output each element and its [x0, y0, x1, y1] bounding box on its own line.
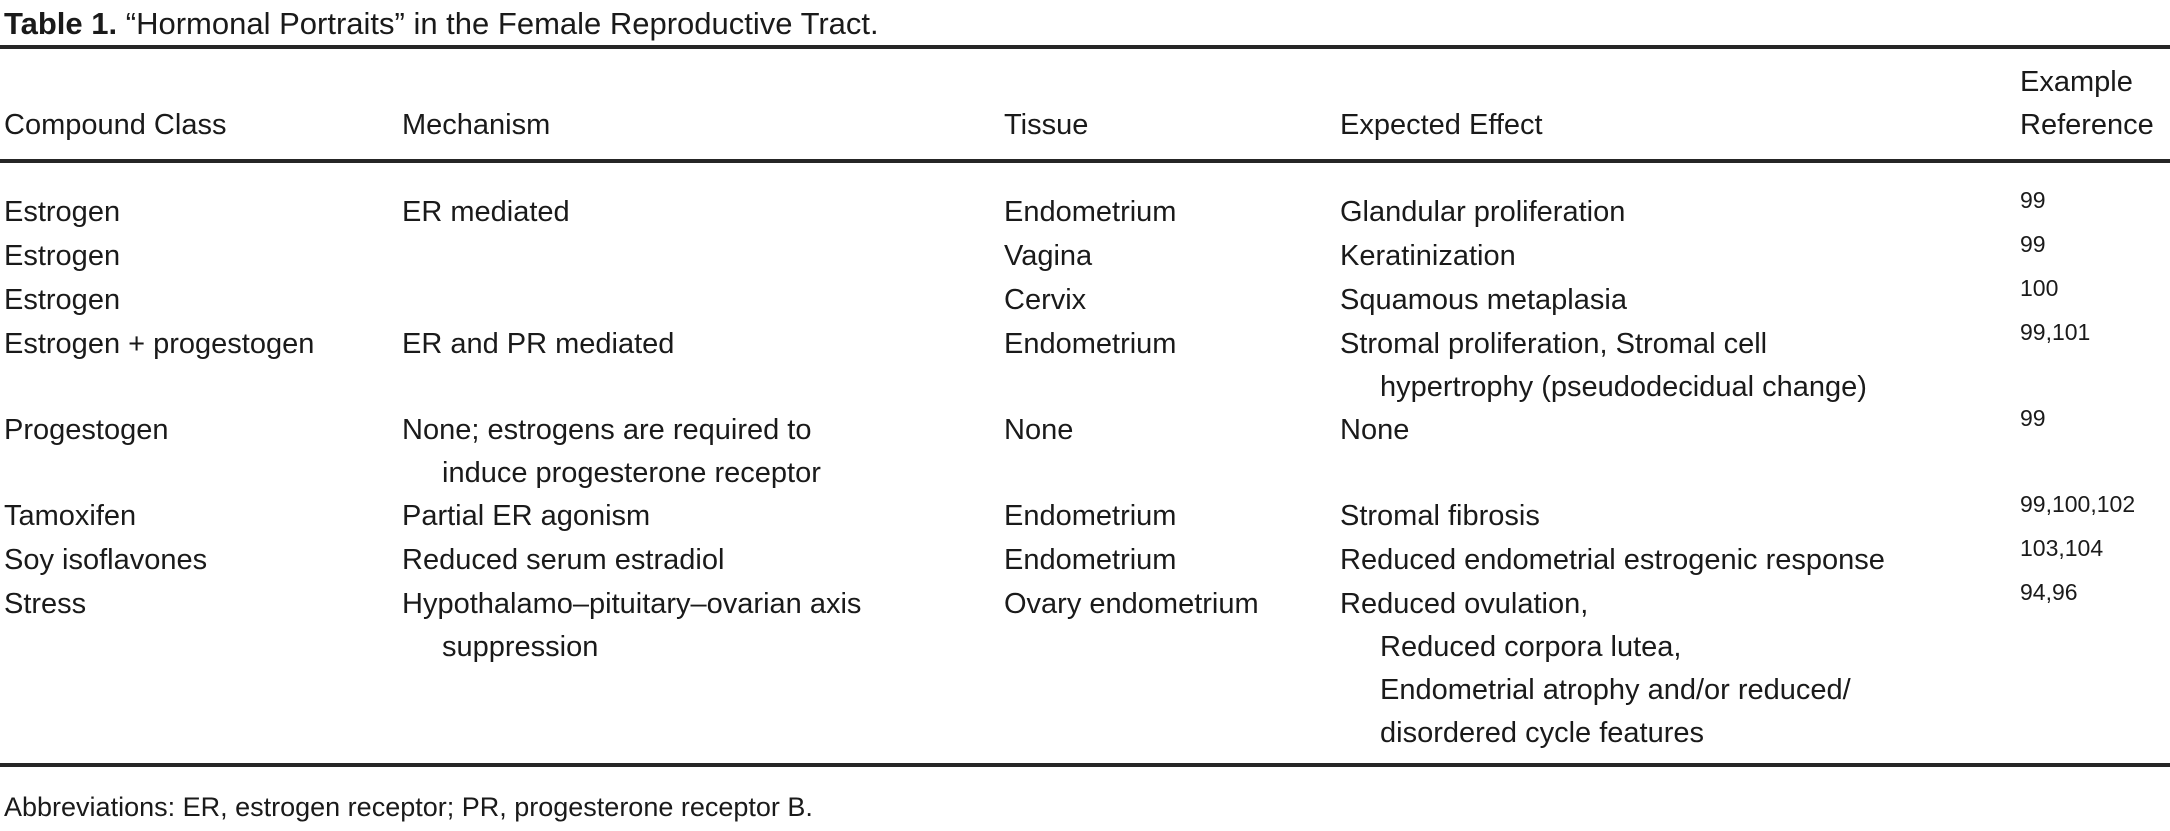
cell-line: None	[1340, 414, 1410, 446]
cell-line: Reduced ovulation,	[1340, 588, 1589, 620]
reference-value: 94,96	[2020, 579, 2078, 605]
table-number-label: Table 1.	[4, 6, 118, 41]
cell-line: Partial ER agonism	[402, 500, 651, 532]
cell-mechanism	[402, 191, 1004, 234]
reference-value: 99,101	[2020, 319, 2091, 345]
table-row	[0, 187, 2170, 235]
cell-mechanism	[402, 409, 1004, 495]
table-title-text: “Hormonal Portraits” in the Female Reproductive Tract.	[125, 6, 879, 41]
header-tissue: Tissue	[1004, 109, 1089, 141]
reference-value: 99,100,102	[2020, 491, 2136, 517]
cell-compound-class: Estrogen	[4, 196, 121, 228]
cell-expected-effect	[1340, 495, 2020, 538]
cell-compound-class: Progestogen	[4, 414, 169, 446]
cell-expected-effect	[1340, 235, 2020, 278]
cell-tissue: Ovary endometrium	[1004, 588, 1259, 620]
table-bottom-rule	[0, 763, 2170, 767]
reference-value: 100	[2020, 275, 2059, 301]
cell-line: Keratinization	[1340, 240, 1516, 272]
cell-tissue: Vagina	[1004, 240, 1093, 272]
cell-line: ER and PR mediated	[402, 328, 675, 360]
header-reference-line2: Reference	[2020, 109, 2154, 141]
cell-mechanism	[402, 539, 1004, 582]
cell-expected-effect	[1340, 191, 2020, 234]
cell-line: Squamous metaplasia	[1340, 284, 1627, 316]
cell-line: Reduced endometrial estrogenic response	[1340, 544, 1885, 576]
cell-line: None; estrogens are required to	[402, 414, 812, 446]
table-title	[0, 0, 2170, 49]
cell-tissue: None	[1004, 414, 1074, 446]
table-row	[0, 275, 2170, 323]
header-reference-line1: Example	[2020, 66, 2133, 98]
table-row	[0, 231, 2170, 279]
cell-compound-class: Stress	[4, 588, 87, 620]
cell-expected-effect	[1340, 539, 2020, 582]
cell-line: disordered cycle features	[1380, 717, 1704, 749]
table-row	[0, 535, 2170, 583]
cell-line: Reduced corpora lutea,	[1380, 631, 1682, 663]
table-row	[0, 579, 2170, 755]
cell-line: Reduced serum estradiol	[402, 544, 725, 576]
cell-line: Hypothalamo–pituitary–ovarian axis	[402, 588, 862, 620]
cell-tissue: Endometrium	[1004, 328, 1177, 360]
header-compound-class: Compound Class	[4, 109, 227, 141]
table-row	[0, 319, 2170, 409]
cell-tissue: Endometrium	[1004, 500, 1177, 532]
table-header-row	[0, 49, 2170, 163]
cell-expected-effect	[1340, 583, 2020, 755]
cell-line: suppression	[442, 631, 599, 663]
header-expected-effect: Expected Effect	[1340, 109, 1543, 141]
cell-line: Stromal fibrosis	[1340, 500, 1540, 532]
cell-expected-effect	[1340, 409, 2020, 452]
cell-mechanism	[402, 323, 1004, 366]
table-row	[0, 405, 2170, 495]
cell-compound-class: Estrogen	[4, 284, 121, 316]
cell-compound-class: Estrogen + progestogen	[4, 328, 315, 360]
cell-line: hypertrophy (pseudodecidual change)	[1380, 371, 1867, 403]
cell-tissue: Endometrium	[1004, 196, 1177, 228]
header-example-reference	[2020, 61, 2170, 147]
cell-compound-class: Tamoxifen	[4, 500, 137, 532]
cell-reference	[2020, 579, 2170, 627]
cell-mechanism	[402, 495, 1004, 538]
cell-compound-class: Estrogen	[4, 240, 121, 272]
cell-reference	[2020, 405, 2170, 453]
cell-expected-effect	[1340, 279, 2020, 322]
cell-line: Glandular proliferation	[1340, 196, 1626, 228]
cell-expected-effect	[1340, 323, 2020, 409]
cell-line: induce progesterone receptor	[442, 457, 821, 489]
reference-value: 103,104	[2020, 535, 2104, 561]
table-row	[0, 491, 2170, 539]
cell-reference	[2020, 319, 2170, 367]
cell-tissue: Endometrium	[1004, 544, 1177, 576]
abbreviations-footnote: Abbreviations: ER, estrogen receptor; PR, progesterone receptor B.	[4, 792, 813, 822]
cell-mechanism	[402, 583, 1004, 669]
cell-compound-class: Soy isoflavones	[4, 544, 208, 576]
reference-value: 99	[2020, 187, 2046, 213]
reference-value: 99	[2020, 231, 2046, 257]
cell-line: ER mediated	[402, 196, 570, 228]
table-body	[0, 163, 2170, 763]
reference-value: 99	[2020, 405, 2046, 431]
header-mechanism: Mechanism	[402, 109, 551, 141]
cell-line: Stromal proliferation, Stromal cell	[1340, 328, 1768, 360]
cell-tissue: Cervix	[1004, 284, 1087, 316]
cell-line: Endometrial atrophy and/or reduced/	[1380, 674, 1851, 706]
